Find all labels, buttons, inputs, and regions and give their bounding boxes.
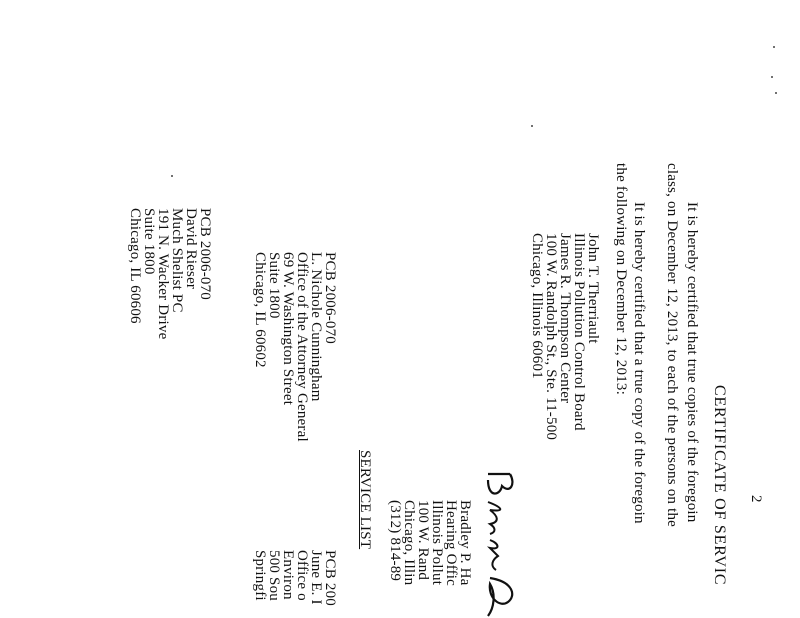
service-entry-org: Office of the Attorney General (294, 252, 310, 442)
service-entry-name: L. Nichole Cunningham (308, 252, 324, 402)
service-entry-dept: Environ (280, 550, 296, 600)
addressee-street: 100 W. Randolph St., Ste. 11-500 (543, 233, 559, 441)
service-entry-city: Chicago, IL 60602 (252, 252, 268, 368)
signer-name: Bradley P. Ha (457, 500, 473, 586)
signer-street: 100 W. Rand (415, 500, 431, 581)
service-entry-suite: Suite 1800 (141, 208, 157, 275)
service-entry-suite: Suite 1800 (266, 252, 282, 319)
service-entry-name: David Rieser (183, 208, 199, 290)
addressee-city: Chicago, Illinois 60601 (529, 233, 545, 379)
service-entry-case: PCB 200 (322, 550, 338, 607)
addressee-building: James R. Thompson Center (557, 233, 573, 404)
service-entry-city: Springfi (252, 550, 268, 601)
service-list-heading: SERVICE LIST (357, 450, 373, 550)
service-entry-city: Chicago, IL 60606 (127, 208, 143, 324)
service-entry-case: PCB 2006-070 (197, 208, 213, 300)
certificate-para1-line1: It is hereby certified that true copies of the foregoin (684, 202, 700, 523)
signer-org: Illinois Pollut (429, 500, 445, 586)
signer-phone: (312) 814-89 (387, 500, 403, 582)
service-entry-org: Office o (294, 550, 310, 601)
certificate-para2-line2: the following on December 12, 2013: (613, 163, 629, 395)
service-entry-case: PCB 2006-070 (322, 252, 338, 344)
page-number: 2 (748, 495, 764, 503)
service-entry-street: 191 N. Wacker Drive (155, 208, 171, 340)
certificate-para2-line1: It is hereby certified that a true copy of the foregoin (631, 202, 647, 524)
addressee-org: Illinois Pollution Control Board (571, 233, 587, 431)
service-entry-name: June E. I (308, 550, 324, 605)
certificate-para1-line2: class, on December 12, 2013, to each of the persons on the (664, 163, 680, 527)
addressee-name: John T. Therriault (585, 233, 601, 344)
service-entry-street: 500 Sou (266, 550, 282, 601)
certificate-heading: CERTIFICATE OF SERVIC (711, 385, 728, 586)
handwritten-signature (480, 470, 518, 618)
signer-city: Chicago, Illin (401, 500, 417, 586)
service-entry-org: Much Shelist PC (169, 208, 185, 313)
service-entry-street: 69 W. Washington Street (280, 252, 296, 406)
signer-title: Hearing Offic (443, 500, 459, 587)
